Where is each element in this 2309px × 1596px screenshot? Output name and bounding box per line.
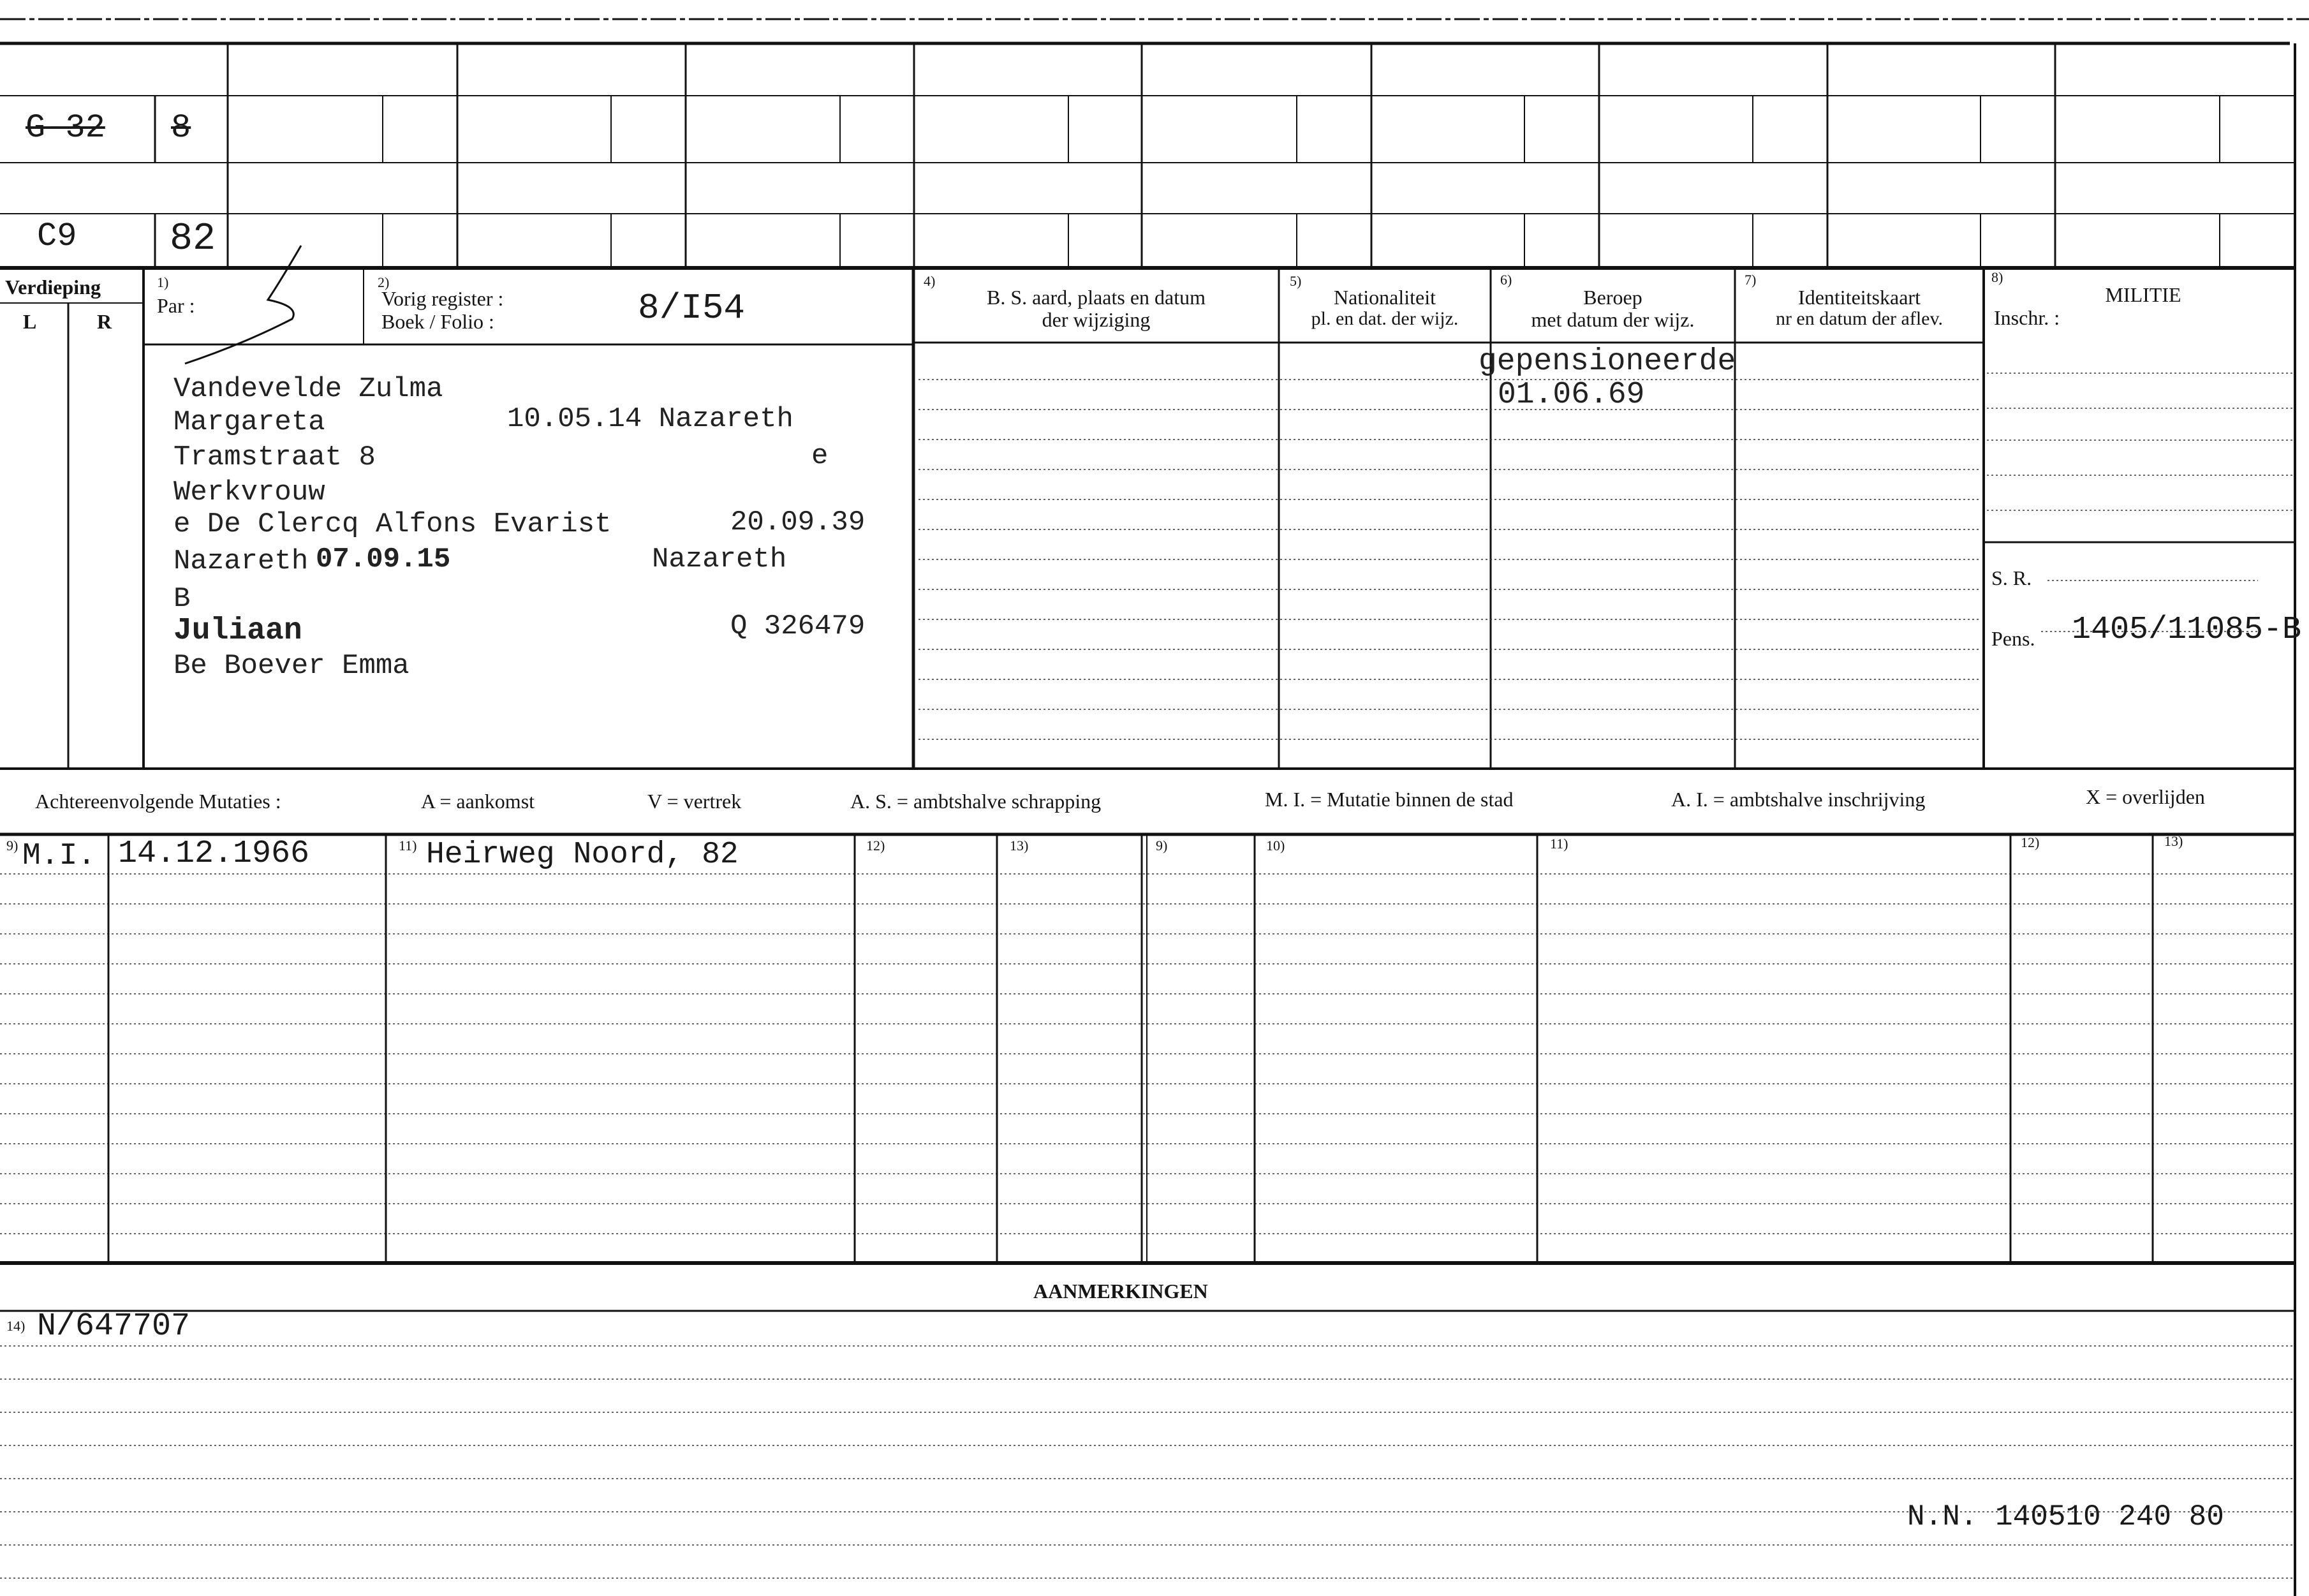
code-row2-left: C9 <box>37 218 77 255</box>
mut-col-left-9: 9) <box>6 838 18 853</box>
legend-ai: A. I. = ambtshalve inschrijving <box>1671 788 1926 811</box>
code-row1-right: 8 <box>171 109 191 147</box>
nn-number: N.N. 140510 240 80 <box>1907 1500 2224 1533</box>
col4-num: 4) <box>924 273 936 289</box>
person-mother: Be Boever Emma <box>173 650 409 682</box>
mut-col-right-10: 10) <box>1266 838 1285 853</box>
person-name: Vandevelde Zulma <box>173 373 443 405</box>
legend-a: A = aankomst <box>421 790 535 813</box>
col5-header-line1: Nationaliteit <box>1334 286 1436 309</box>
person-occupation: Werkvrouw <box>173 477 325 508</box>
boek-folio-label: Boek / Folio : <box>381 310 494 333</box>
legend-v: V = vertrek <box>647 790 742 813</box>
pens-value: 1405/11085-B <box>2072 612 2302 648</box>
col6-num: 6) <box>1500 272 1512 288</box>
boek-folio-value: 8/I54 <box>638 288 746 329</box>
legend-title: Achtereenvolgende Mutaties : <box>35 790 281 813</box>
person-first-names: Margareta <box>173 406 325 438</box>
person-code: Q 326479 <box>730 610 866 642</box>
legend-as: A. S. = ambtshalve schrapping <box>850 790 1102 813</box>
pen-scribble <box>185 246 301 364</box>
mut-col-right-12: 12) <box>2021 834 2040 850</box>
person-birth: 10.05.14 Nazareth <box>507 403 793 435</box>
aanmerkingen-value: N/647707 <box>37 1308 191 1345</box>
col5-num: 5) <box>1290 273 1302 289</box>
col6-header-line2: met datum der wijz. <box>1531 308 1695 331</box>
col1-num: 1) <box>157 274 169 290</box>
col7-header-line1: Identiteitskaart <box>1798 286 1921 309</box>
verdieping-L: L <box>23 310 37 333</box>
aanmerkingen-title: AANMERKINGEN <box>1033 1280 1208 1303</box>
verdieping-label: Verdieping <box>5 276 101 299</box>
mutation-type: M.I. <box>22 839 96 873</box>
mut-col-right-9: 9) <box>1156 838 1168 853</box>
code-row1-left: G-32 <box>26 109 105 147</box>
col5-header-line2: pl. en dat. der wijz. <box>1311 308 1459 329</box>
person-spouse-birthplace: Nazareth <box>173 545 309 577</box>
person-address: Tramstraat 8 <box>173 441 376 473</box>
col7-num: 7) <box>1745 272 1757 288</box>
mut-col-right-11: 11) <box>1550 836 1568 852</box>
sr-label: S. R. <box>1991 566 2032 589</box>
person-mark: e <box>811 440 829 472</box>
pens-label: Pens. <box>1991 627 2035 650</box>
person-spouse-place2: Nazareth <box>652 543 787 575</box>
col6-header-line1: Beroep <box>1583 286 1642 309</box>
mutation-address: Heirweg Noord, 82 <box>426 838 739 872</box>
person-spouse-birthdate: 07.09.15 <box>316 543 451 575</box>
col8-num: 8) <box>1991 269 2003 285</box>
person-spouse: e De Clercq Alfons Evarist <box>173 508 612 540</box>
mut-col-left-13: 13) <box>1010 838 1029 853</box>
mut-col-right-13: 13) <box>2164 833 2183 849</box>
mut-col-left-11: 11) <box>399 838 417 853</box>
person-father: Juliaan <box>173 614 302 648</box>
beroep-date: 01.06.69 <box>1498 378 1645 412</box>
person-marriage-date: 20.09.39 <box>730 506 866 538</box>
legend-mi: M. I. = Mutatie binnen de stad <box>1265 788 1514 811</box>
col2-num: 2) <box>378 274 390 290</box>
code-row2-right: 82 <box>170 218 216 261</box>
mut-col-left-12: 12) <box>866 838 885 853</box>
inschr-label: Inschr. : <box>1994 306 2060 329</box>
person-b: B <box>173 583 191 615</box>
militie-header: MILITIE <box>2105 283 2181 306</box>
col4-header-line2: der wijziging <box>1042 308 1151 331</box>
legend-x: X = overlijden <box>2086 785 2205 808</box>
par-label: Par : <box>157 294 195 317</box>
col7-header-line2: nr en datum der aflev. <box>1775 308 1944 329</box>
beroep-value: gepensioneerde <box>1479 344 1736 379</box>
aanmerkingen-num: 14) <box>6 1318 26 1334</box>
verdieping-R: R <box>97 310 112 333</box>
vorig-register-label: Vorig register : <box>381 287 504 310</box>
col4-header-line1: B. S. aard, plaats en datum <box>986 286 1206 309</box>
mutation-date: 14.12.1966 <box>118 836 310 872</box>
